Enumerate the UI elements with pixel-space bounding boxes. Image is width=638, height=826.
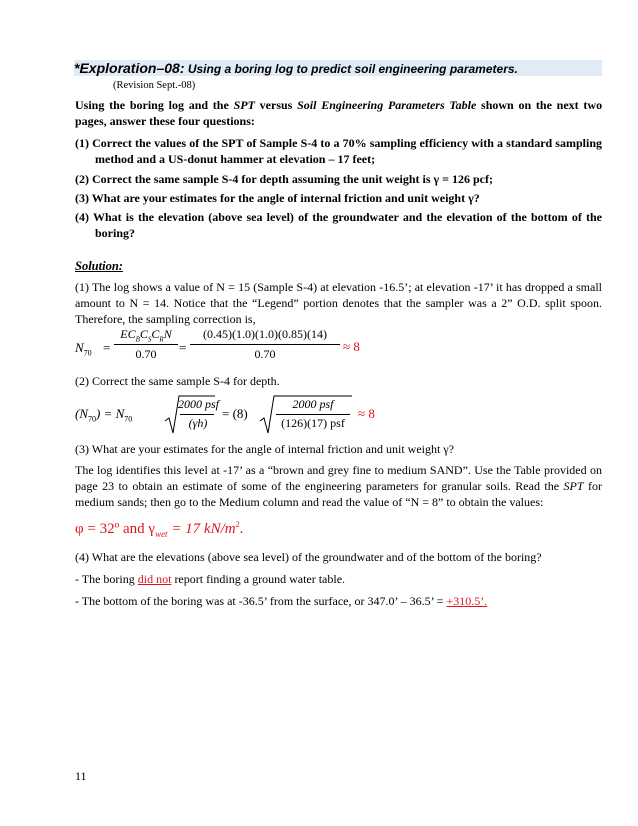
eq1-denominator-2: 0.70 xyxy=(254,347,276,361)
page-number: 11 xyxy=(75,769,87,783)
did-not-highlight: did not xyxy=(137,572,172,586)
eq1-numerator-symbolic: $EC_BC_SC_RN$ xyxy=(120,327,172,344)
solution-part-2-text: (2) Correct the same sample S-4 for depth. xyxy=(75,374,280,388)
exploration-title xyxy=(74,60,602,76)
solution-part-1-text: (1) The log shows a value of N = 15 (Sample S-4) at elevation -16.5’; at elevation -17’ it has dropped a small amount to N = 14. Notice that the “Legend” portion denotes that the sampler was a 2” O.D. split spoon. Therefore, the sampling correction is, xyxy=(75,280,602,326)
s3-text-b: for medium sands; then go to the Medium column and read the value of “N = 8” to obtain the values: xyxy=(75,479,602,509)
intro-paragraph xyxy=(75,97,602,129)
eq2-lhs: $(N_{70}) = N_{70}$ xyxy=(75,406,133,424)
question-1: (1) Correct the values of the SPT of Sample S-4 to a 70% sampling efficiency with a standard sampling method and a US-donut hammer at elevation – 17 feet; xyxy=(75,136,602,166)
eq2-radical-1-denominator: (γh) xyxy=(188,416,208,430)
title-subtitle: Using a boring log to predict soil engineering parameters. xyxy=(184,62,518,76)
eq1-lhs: $N_{70}$ xyxy=(75,340,92,358)
eq1-fraction-bar-1 xyxy=(114,344,178,345)
question-4: (4) What is the elevation (above sea level) of the groundwater and the elevation of the bottom of the boring? xyxy=(75,210,602,240)
intro-table-name: Soil Engineering Parameters Table xyxy=(297,98,477,112)
boring-bottom-answer: - The bottom of the boring was at -36.5’ from the surface, or 347.0’ – 36.5’ = +310.5’. xyxy=(75,594,488,608)
title-main: *Exploration–08: xyxy=(74,60,185,76)
eq1-fraction-bar-2 xyxy=(190,344,340,345)
intro-text-3: shown on the next two pages, answer these four questions: xyxy=(75,98,603,128)
solution-heading: Solution: xyxy=(75,259,123,273)
eq1-denominator-1: 0.70 xyxy=(135,347,157,361)
intro-text-1: Using the boring log and the xyxy=(75,98,229,112)
eq2-radical-2-numerator: 2000 psf xyxy=(292,397,334,411)
eq1-result: ≈ 8 xyxy=(343,339,360,354)
eq2-radical-2-denominator: (126)(17) psf xyxy=(281,416,345,430)
part-3-answer: φ = 32º and $\gamma_{wet} = 17$ $kN/m^2$. xyxy=(75,520,244,539)
s3-spt: SPT xyxy=(563,479,584,493)
eq1-equals-2: = xyxy=(179,340,187,355)
solution-part-3-question: (3) What are your estimates for the angle of internal friction and unit weight γ? xyxy=(75,442,454,456)
s3-text-a: The log identifies this level at -17’ as a “brown and grey fine to medium SAND”. Use the Table provided on page 23 to obtain an estimate of some of the engineering parameters for granular soils. Read the xyxy=(75,463,602,493)
eq2-fraction-bar-2 xyxy=(276,414,350,415)
eq2-radical-1-numerator: 2000 psf xyxy=(178,397,220,411)
question-3: (3) What are your estimates for the angle of internal friction and unit weight γ? xyxy=(75,191,480,205)
revision-note: (Revision Sept.-08) xyxy=(113,80,196,91)
elevation-result: +310.5’. xyxy=(446,594,488,608)
solution-part-3-text xyxy=(75,462,602,510)
question-2: (2) Correct the same sample S-4 for depth assuming the unit weight is γ = 126 pcf; xyxy=(75,172,493,186)
eq2-middle: = (8) xyxy=(222,406,248,421)
eq1-numerator-values: (0.45)(1.0)(1.0)(0.85)(14) xyxy=(203,327,327,341)
solution-part-4-question: (4) What are the elevations (above sea level) of the groundwater and of the bottom of the boring? xyxy=(75,550,542,564)
intro-text-2: versus xyxy=(259,98,293,112)
eq2-result: ≈ 8 xyxy=(358,406,375,421)
groundwater-answer: - The boring did not report finding a ground water table. xyxy=(75,572,346,586)
eq1-equals-1: = xyxy=(103,340,111,355)
eq2-fraction-bar-1 xyxy=(180,414,214,415)
intro-spt: SPT xyxy=(233,98,255,112)
